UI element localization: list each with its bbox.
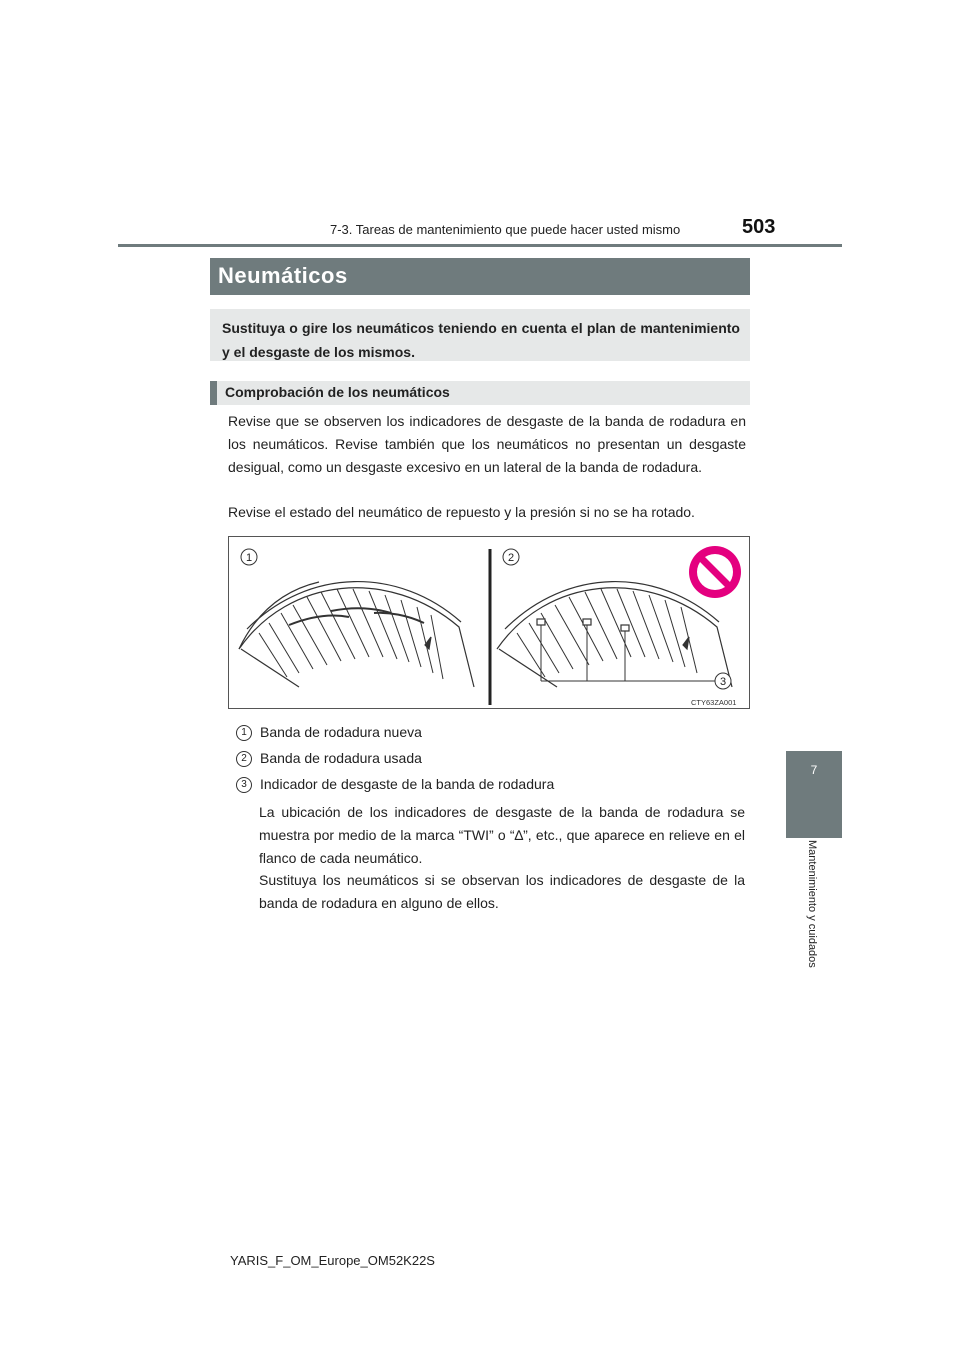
tire-illustration bbox=[229, 537, 751, 710]
section-title bbox=[210, 258, 750, 295]
worn-tread-tire bbox=[497, 582, 732, 687]
intro-text: Sustituya o gire los neumáticos teniendo en cuenta el plan de mantenimiento y el desgaste de los mismos. bbox=[222, 320, 740, 360]
paragraph-spare-tire: Revise el estado del neumático de repuesto y la presión si no se ha rotado. bbox=[228, 504, 695, 520]
legend-number: 3 bbox=[236, 777, 252, 793]
new-tread-tire bbox=[239, 582, 474, 687]
subsection-header bbox=[210, 381, 750, 405]
subsection-bar bbox=[210, 381, 217, 405]
tire-tread-figure bbox=[228, 536, 750, 709]
callout-1 bbox=[241, 549, 257, 565]
paragraph-tread-indicators: Revise que se observen los indicadores de desgaste de la banda de rodadura en los neumáticos. Revise también que los neumáticos no presentan un desgaste desigual, como un desgaste excesivo en un lateral de la banda de rodadura. bbox=[228, 413, 746, 475]
prohibited-icon bbox=[689, 546, 741, 598]
note-indicator-location: La ubicación de los indicadores de desgaste de la banda de rodadura se muestra por medio de la marca “TWI” o “∆”, etc., que aparece en relieve en el flanco de cada neumático. bbox=[259, 804, 745, 866]
legend-number: 1 bbox=[236, 725, 252, 741]
svg-text:1: 1 bbox=[245, 552, 253, 564]
header-divider bbox=[118, 244, 842, 247]
note-replace-tires: Sustituya los neumáticos si se observan los indicadores de desgaste de la banda de rodadura en alguno de ellos. bbox=[259, 872, 745, 911]
intro-box bbox=[210, 309, 750, 361]
legend-text: Banda de rodadura usada bbox=[260, 750, 422, 766]
document-footer: YARIS_F_OM_Europe_OM52K22S bbox=[230, 1253, 435, 1268]
callout-2 bbox=[503, 549, 519, 565]
figure-code: CTY63ZA001 bbox=[691, 698, 737, 707]
legend-number: 2 bbox=[236, 751, 252, 767]
chapter-side-label bbox=[800, 840, 826, 990]
legend-text: Indicador de desgaste de la banda de rodadura bbox=[260, 776, 555, 792]
chapter-label: Mantenimiento y cuidados bbox=[806, 840, 818, 968]
page-number: 503 bbox=[742, 216, 776, 238]
section-title-text: Neumáticos bbox=[218, 263, 348, 288]
running-header: 7-3. Tareas de mantenimiento que puede hacer usted mismo bbox=[330, 222, 681, 237]
callout-3 bbox=[715, 673, 731, 689]
svg-text:3: 3 bbox=[719, 676, 727, 688]
legend-text: Banda de rodadura nueva bbox=[260, 724, 422, 740]
chapter-number: 7 bbox=[810, 763, 818, 777]
chapter-tab[interactable] bbox=[786, 751, 842, 838]
subsection-title: Comprobación de los neumáticos bbox=[225, 384, 450, 400]
svg-text:2: 2 bbox=[507, 552, 515, 564]
